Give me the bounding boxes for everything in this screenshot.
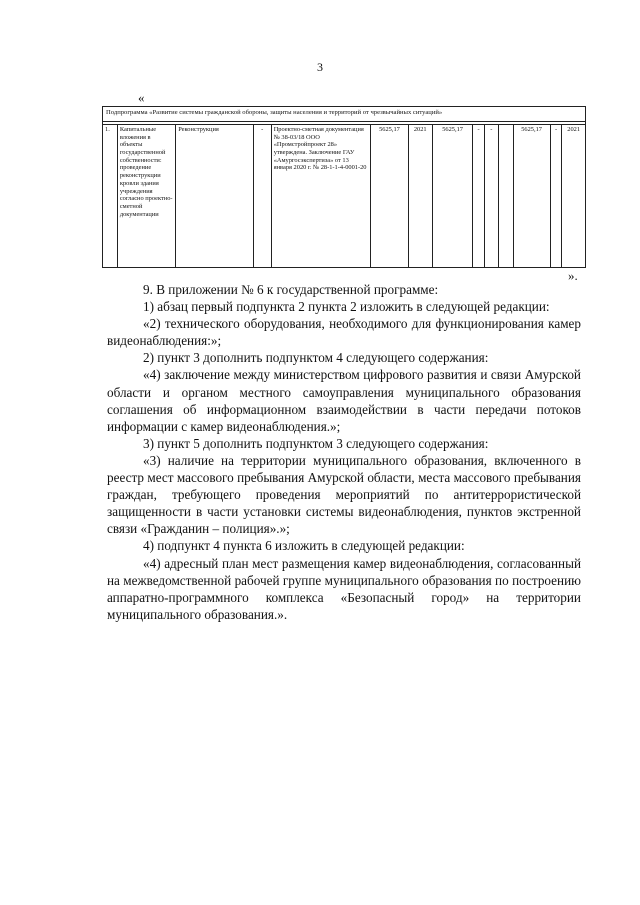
cell-col9: - xyxy=(484,125,498,268)
closing-quote-mark: ». xyxy=(568,268,578,283)
object-name: Капитальные вложения в объекты государственной собственности: проведение реконструкции кровли здания учреждения согласно проектно-сметной документации xyxy=(117,125,175,268)
subprogram-table xyxy=(102,106,586,268)
document-body xyxy=(107,281,581,623)
paragraph-quote-2: «2) технического оборудования, необходимого для функционирования камер видеонаблюдения:»; xyxy=(107,316,581,349)
subprogram-title: Подпрограмма «Развитие системы гражданской обороны, защиты населения и территорий от чрезвычайных ситуаций» xyxy=(103,107,586,122)
opening-quote-mark: « xyxy=(138,90,145,105)
cost-value: 5625,17 xyxy=(371,125,408,268)
cell-empty xyxy=(498,125,513,268)
cell-col11: - xyxy=(550,125,562,268)
cell-col10: 5625,17 xyxy=(513,125,550,268)
cell-col3: - xyxy=(253,125,271,268)
documentation: Проектно-сметная документация № 38-03/18 ООО «Промстройпроект 28» утверждена. Заключение ГАУ «Амургосэкспертиза» от 13 января 2020 г. № 28-1-1-4-0001-20 xyxy=(271,125,371,268)
paragraph-quote-4-plan: «4) адресный план мест размещения камер видеонаблюдения, согласованный на межведомственной рабочей группе муниципального образования по построению аппаратно-программного комплекса «Безопасный город» на территории муниципального образования.». xyxy=(107,555,581,622)
row-number: 1. xyxy=(103,125,118,268)
cell-col8: - xyxy=(473,125,485,268)
year-value: 2021 xyxy=(408,125,432,268)
cell-col12: 2021 xyxy=(562,125,586,268)
paragraph-appendix-6: 9. В приложении № 6 к государственной программе: xyxy=(143,282,439,297)
page-number: 3 xyxy=(317,60,323,74)
work-type: Реконструкция xyxy=(176,125,253,268)
paragraph-item-4: 4) подпункт 4 пункта 6 изложить в следующей редакции: xyxy=(143,538,465,554)
paragraph-quote-4: «4) заключение между министерством цифрового развития и связи Амурской области и органом местного самоуправления муниципального образования соглашения об информационном взаимодействии в части передачи потоков информации с камер видеонаблюдения.»; xyxy=(107,367,581,434)
total-value: 5625,17 xyxy=(432,125,472,268)
paragraph-quote-3: «3) наличие на территории муниципального образования, включенного в реестр мест массового пребывания Амурской области, места массового пребывания граждан, требующего проведения мероприятий по антитеррористической защищенности в части установки системы видеонаблюдения, пунктов экстренной связи «Гражданин – полиция».»; xyxy=(107,452,581,537)
table-row xyxy=(103,125,586,268)
paragraph-item-3: 3) пункт 5 дополнить подпунктом 3 следующего содержания: xyxy=(143,435,489,451)
paragraph-item-2: 2) пункт 3 дополнить подпунктом 4 следующего содержания: xyxy=(143,350,489,366)
paragraph-item-1: 1) абзац первый подпункта 2 пункта 2 изложить в следующей редакции: xyxy=(143,299,550,315)
